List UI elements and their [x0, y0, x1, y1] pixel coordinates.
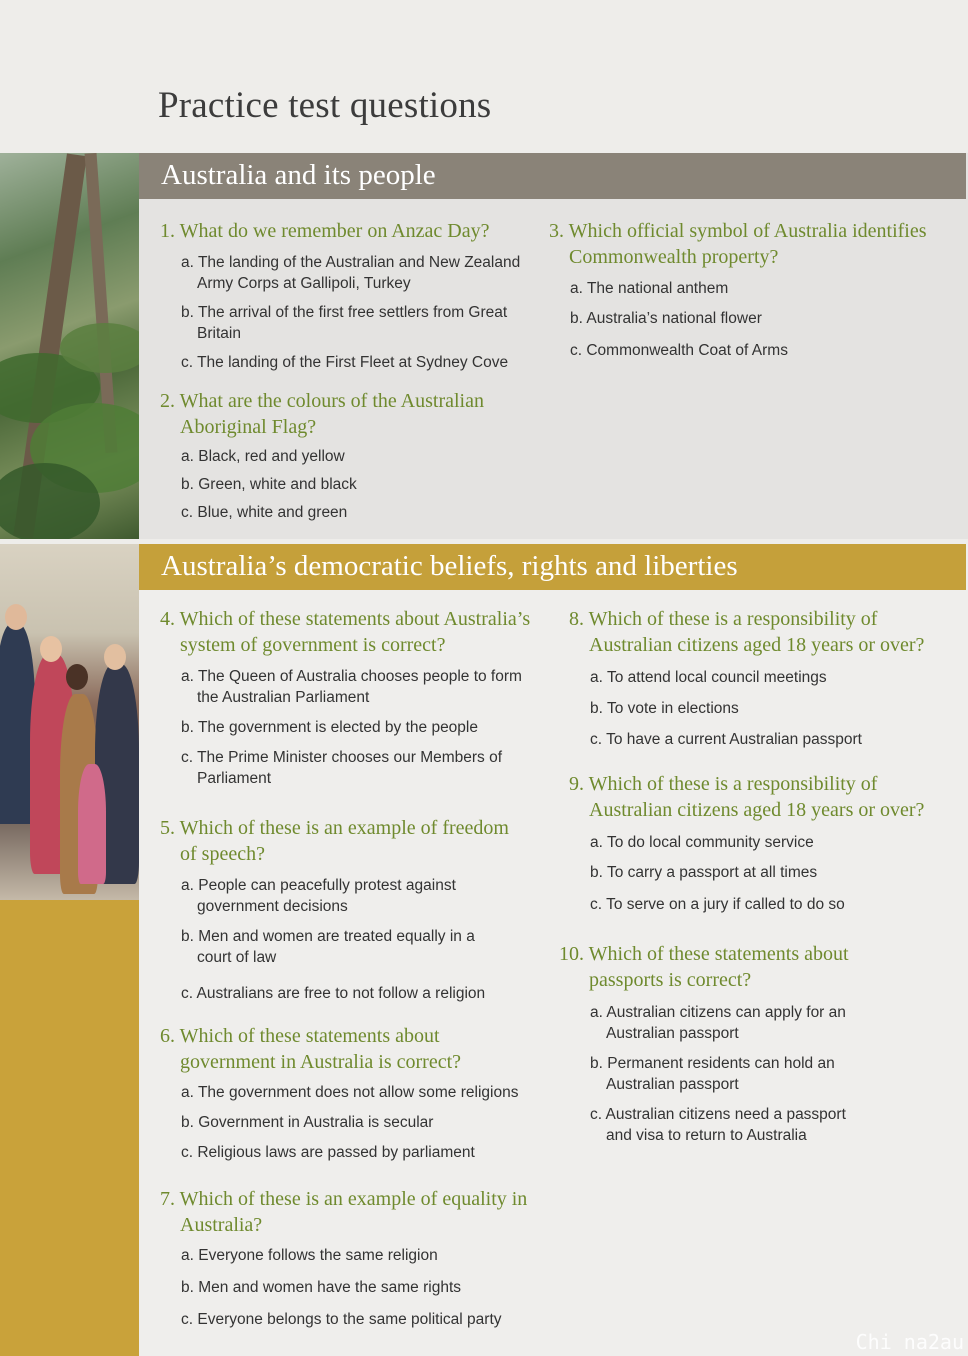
- answer-option[interactable]: a. The government does not allow some religions: [181, 1084, 519, 1101]
- answer-option[interactable]: c. Blue, white and green: [181, 504, 348, 521]
- question-title: 8. Which of these is a responsibility of Australian citizens aged 18 years or over?: [569, 608, 925, 656]
- section-heading-band: [139, 544, 966, 590]
- answer-option[interactable]: c. Australian citizens need a passport and visa to return to Australia: [590, 1106, 846, 1144]
- answer-option[interactable]: b. Government in Australia is secular: [181, 1114, 434, 1131]
- question-title: 10. Which of these statements about passports is correct?: [559, 943, 849, 991]
- answer-option[interactable]: b. Green, white and black: [181, 476, 357, 493]
- answer-option[interactable]: a. The landing of the Australian and New Zealand Army Corps at Gallipoli, Turkey: [181, 254, 521, 292]
- answer-option[interactable]: a. People can peacefully protest against government decisions: [181, 877, 456, 915]
- question-title: 6. Which of these statements about government in Australia is correct?: [160, 1025, 462, 1073]
- question-9: [569, 771, 939, 915]
- question-title: 2. What are the colours of the Australian Aboriginal Flag?: [160, 390, 484, 438]
- answer-option[interactable]: b. Men and women have the same rights: [181, 1279, 462, 1296]
- question-title: 5. Which of these is an example of freedom of speech?: [160, 817, 509, 865]
- answer-option[interactable]: c. Australians are free to not follow a religion: [181, 985, 486, 1002]
- question-1: [160, 218, 530, 373]
- question-title: 1. What do we remember on Anzac Day?: [160, 220, 490, 242]
- answer-option[interactable]: c. Everyone belongs to the same political party: [181, 1311, 502, 1328]
- answer-option[interactable]: b. The government is elected by the people: [181, 719, 478, 736]
- answer-option[interactable]: a. Australian citizens can apply for an Australian passport: [590, 1004, 846, 1042]
- answer-option[interactable]: b. Men and women are treated equally in a court of law: [181, 928, 475, 966]
- answer-option[interactable]: a. Black, red and yellow: [181, 448, 345, 465]
- answer-option[interactable]: c. The Prime Minister chooses our Members of Parliament: [181, 749, 503, 787]
- question-title: 7. Which of these is an example of equality in Australia?: [160, 1188, 528, 1236]
- answer-option[interactable]: b. Australia’s national flower: [570, 310, 762, 327]
- answer-option[interactable]: b. To vote in elections: [590, 700, 739, 717]
- answer-option[interactable]: c. Commonwealth Coat of Arms: [570, 342, 788, 359]
- group-photo: [0, 544, 139, 900]
- question-7: [160, 1186, 530, 1330]
- section-heading-band: [139, 153, 966, 199]
- answer-option[interactable]: c. To have a current Australian passport: [590, 731, 862, 748]
- question-8: [569, 606, 939, 750]
- question-title: 4. Which of these statements about Australia’s system of government is correct?: [160, 608, 531, 656]
- answer-option[interactable]: b. To carry a passport at all times: [590, 864, 818, 881]
- question-10: [559, 941, 869, 1146]
- answer-option[interactable]: a. To attend local council meetings: [590, 669, 827, 686]
- question-5: [160, 815, 510, 1004]
- section-heading: Australia’s democratic beliefs, rights and liberties: [161, 550, 738, 582]
- page-title: Practice test questions: [158, 85, 492, 126]
- answer-option[interactable]: a. The Queen of Australia chooses people to form the Australian Parliament: [181, 668, 522, 706]
- answer-option[interactable]: b. Permanent residents can hold an Australian passport: [590, 1055, 835, 1093]
- answer-option[interactable]: a. Everyone follows the same religion: [181, 1247, 438, 1264]
- question-6: [160, 1023, 530, 1163]
- question-title: 3. Which official symbol of Australia identifies Commonwealth property?: [549, 220, 927, 268]
- question-2: [160, 388, 510, 523]
- section-heading: Australia and its people: [161, 159, 436, 191]
- gold-sidebar: [0, 900, 139, 1356]
- question-title: 9. Which of these is a responsibility of Australian citizens aged 18 years or over?: [569, 773, 925, 821]
- answer-option[interactable]: c. The landing of the First Fleet at Sydney Cove: [181, 354, 509, 371]
- question-4: [160, 606, 540, 789]
- answer-option[interactable]: a. To do local community service: [590, 834, 814, 851]
- answer-option[interactable]: c. Religious laws are passed by parliament: [181, 1144, 475, 1161]
- answer-option[interactable]: c. To serve on a jury if called to do so: [590, 896, 845, 913]
- answer-option[interactable]: a. The national anthem: [570, 280, 729, 297]
- forest-photo: [0, 153, 139, 539]
- answer-option[interactable]: b. The arrival of the first free settlers from Great Britain: [181, 304, 508, 342]
- watermark: Chi na2au: [855, 1330, 964, 1354]
- question-3: [549, 218, 944, 361]
